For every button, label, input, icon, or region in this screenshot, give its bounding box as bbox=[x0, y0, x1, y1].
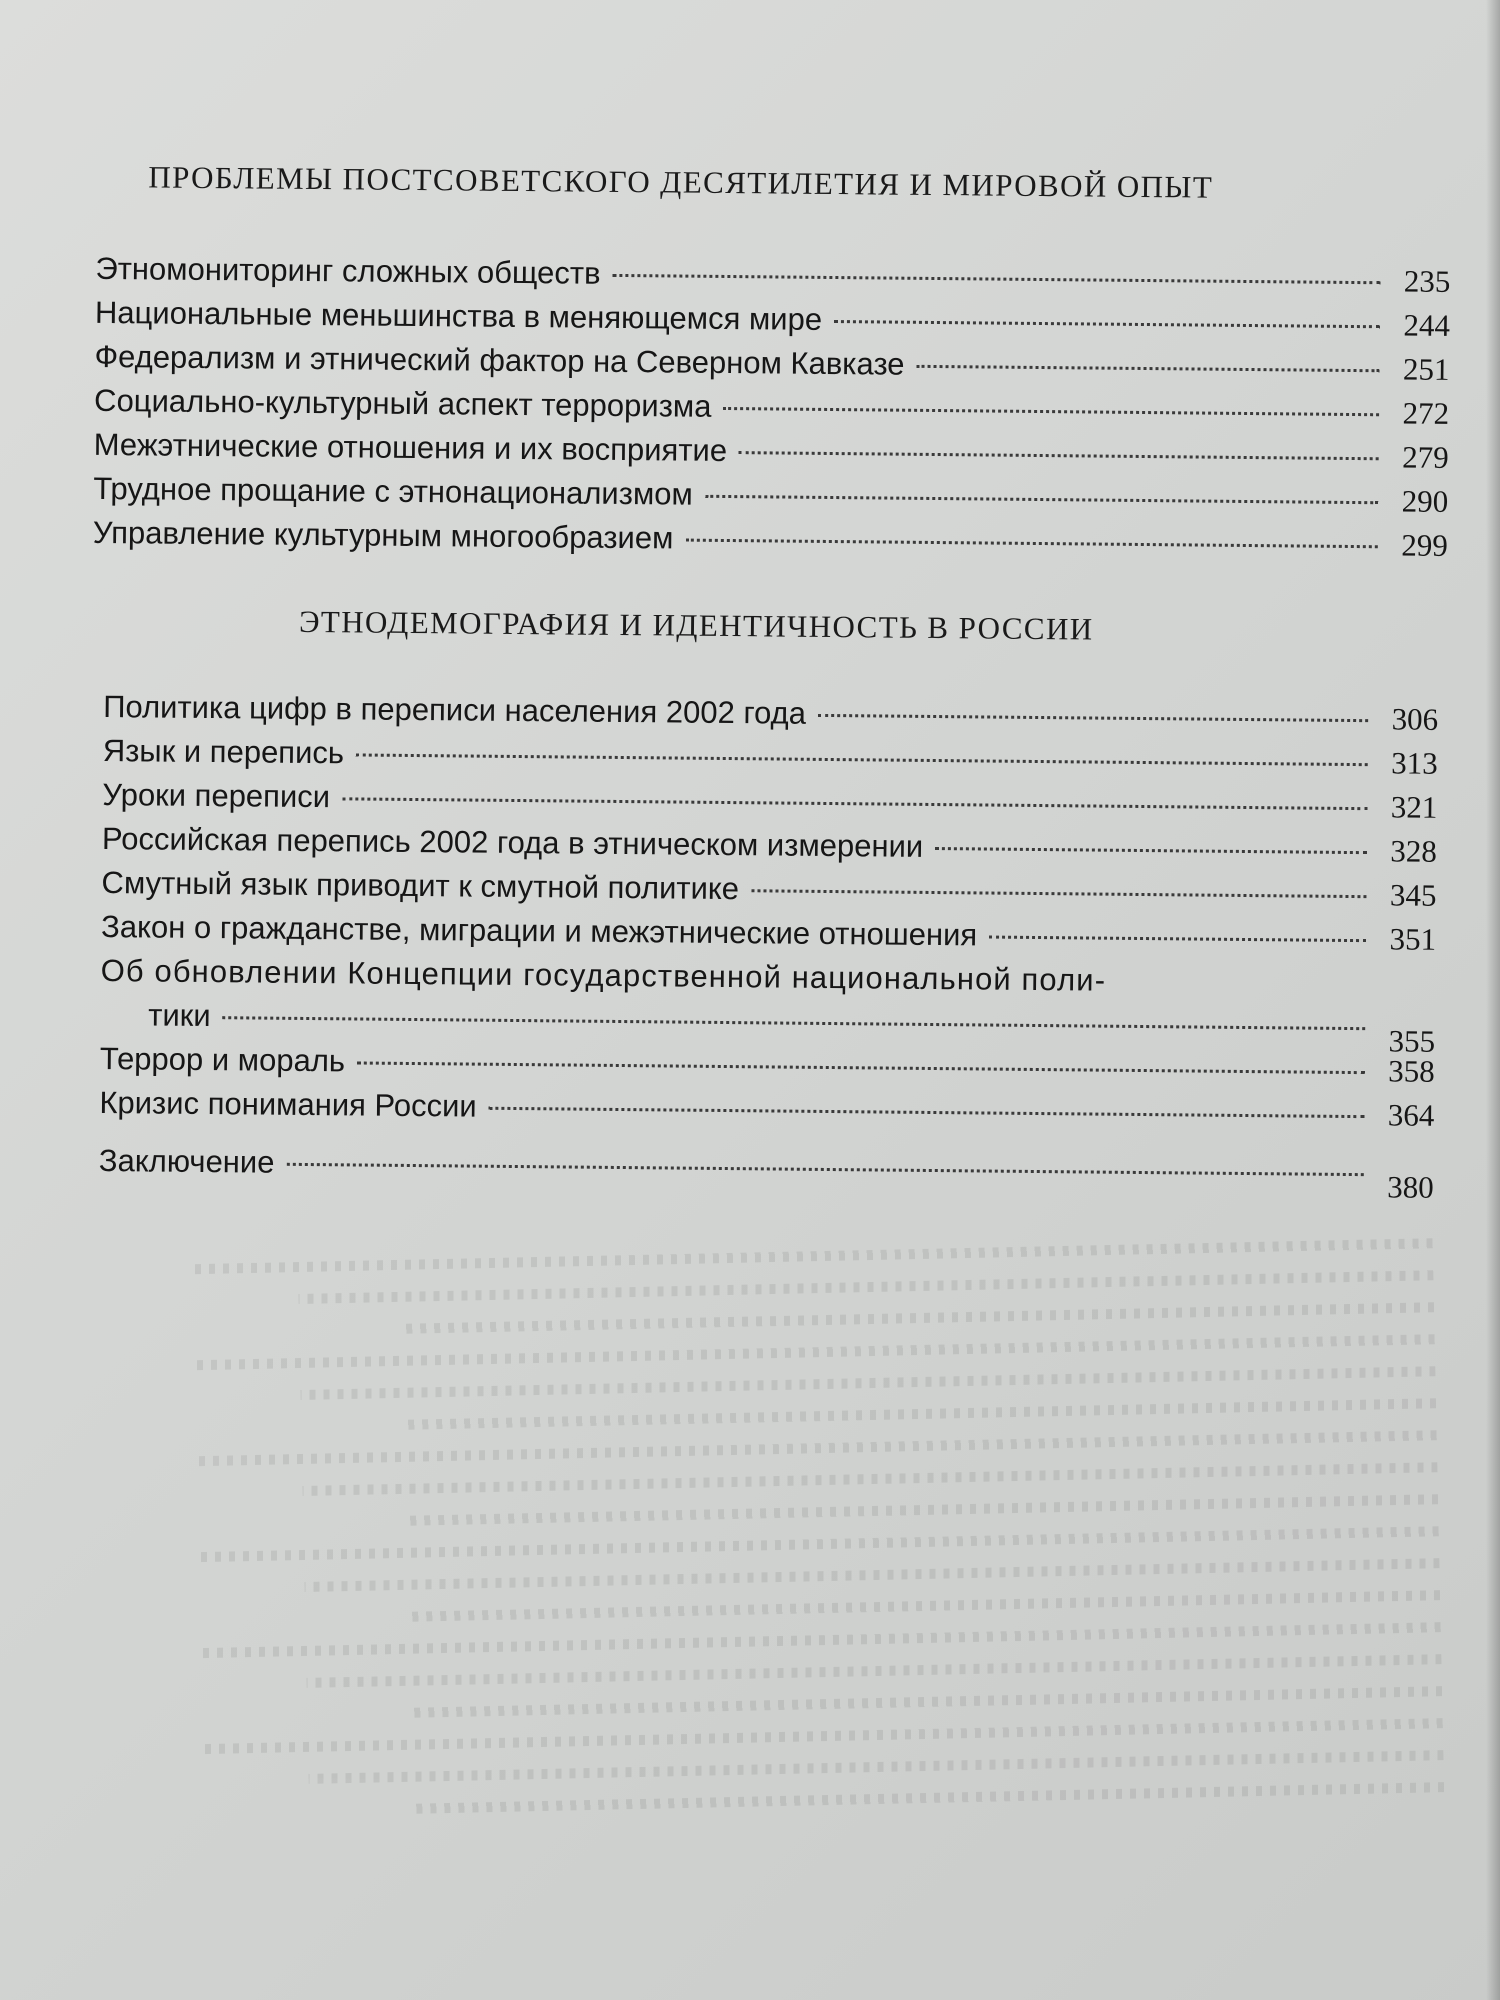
toc-page-number: 321 bbox=[1390, 789, 1438, 825]
dot-leader bbox=[818, 714, 1368, 722]
toc-page-number: 290 bbox=[1401, 483, 1449, 519]
dot-leader bbox=[685, 539, 1377, 549]
toc-entry-title: Федерализм и этнический фактор на Северном Кавказе bbox=[94, 338, 905, 382]
toc-page-number: 355 bbox=[1388, 1023, 1436, 1059]
dot-leader bbox=[357, 1061, 1365, 1074]
section-heading: ЭТНОДЕМОГРАФИЯ И ИДЕНТИЧНОСТЬ В РОССИИ bbox=[298, 603, 1094, 647]
toc-entry-title: Управление культурным многообразием bbox=[92, 514, 674, 556]
toc-entry-title: Национальные меньшинства в меняющемся мире bbox=[94, 294, 823, 337]
dot-leader bbox=[286, 1163, 1363, 1176]
toc-entry-conclusion bbox=[98, 1139, 1434, 1205]
toc-entry-title: Этномониторинг сложных обществ bbox=[95, 250, 601, 291]
toc-page-number: 380 bbox=[1387, 1169, 1434, 1205]
toc-page-number: 313 bbox=[1391, 745, 1438, 781]
toc-page-number: 244 bbox=[1403, 307, 1451, 343]
toc-page-number: 235 bbox=[1403, 263, 1451, 299]
toc-entry bbox=[100, 949, 1436, 1059]
toc-entry-title: Уроки переписи bbox=[102, 777, 331, 815]
toc-page-number: 306 bbox=[1391, 701, 1439, 737]
toc-entry-title: Политика цифр в переписи населения 2002 года bbox=[103, 689, 807, 731]
toc-entry-title: Об обновлении Концепции государственной национальной поли- bbox=[100, 953, 1107, 998]
section-heading: ПРОБЛЕМЫ ПОСТСОВЕТСКОГО ДЕСЯТИЛЕТИЯ И МИРОВОЙ ОПЫТ bbox=[148, 159, 1214, 205]
dot-leader bbox=[739, 451, 1379, 460]
dot-leader bbox=[705, 495, 1378, 504]
page-edge-shadow bbox=[1486, 0, 1500, 2000]
dot-leader bbox=[342, 797, 1367, 810]
toc-page-number: 279 bbox=[1402, 439, 1449, 475]
dot-leader bbox=[489, 1107, 1365, 1118]
dot-leader bbox=[613, 274, 1381, 284]
dot-leader bbox=[723, 407, 1379, 416]
dot-leader bbox=[751, 889, 1366, 898]
dot-leader bbox=[989, 936, 1366, 943]
toc-page-number: 345 bbox=[1389, 877, 1437, 913]
toc-entry-title: Кризис понимания России bbox=[99, 1085, 477, 1124]
toc-page-number: 364 bbox=[1387, 1097, 1435, 1133]
dot-leader bbox=[223, 1016, 1366, 1030]
toc-page-number: 299 bbox=[1401, 527, 1448, 563]
dot-leader bbox=[935, 847, 1367, 854]
toc-entry-title: Российская перепись 2002 года в этническом измерении bbox=[101, 821, 924, 864]
toc-page-number: 328 bbox=[1390, 833, 1438, 869]
toc-entry-title: Язык и перепись bbox=[102, 733, 345, 771]
toc-entry-title: Закон о гражданстве, миграции и межэтнические отношения bbox=[100, 909, 978, 953]
dot-leader bbox=[356, 753, 1368, 766]
toc-entry-title-cont: тики bbox=[148, 997, 211, 1034]
toc-entry-title: Заключение bbox=[98, 1143, 275, 1180]
toc-page-number: 272 bbox=[1402, 395, 1450, 431]
dot-leader bbox=[916, 365, 1379, 372]
dot-leader bbox=[834, 320, 1380, 328]
toc-entry-title: Террор и мораль bbox=[99, 1041, 346, 1079]
toc-list bbox=[93, 247, 1451, 568]
toc-entry-title: Социально-культурный аспект терроризма bbox=[93, 382, 712, 424]
toc-entry-title: Смутный язык приводит к смутной политике bbox=[101, 865, 740, 907]
toc-entry-title: Межэтнические отношения и их восприятие bbox=[93, 426, 728, 468]
toc-entry-title: Трудное прощание с этнонационализмом bbox=[93, 470, 693, 512]
bleed-through-text bbox=[112, 1216, 1447, 1983]
toc-page-number: 358 bbox=[1388, 1053, 1435, 1089]
toc-page-number: 351 bbox=[1389, 921, 1437, 957]
toc-page-number: 251 bbox=[1402, 351, 1450, 387]
toc-list bbox=[98, 685, 1439, 1205]
